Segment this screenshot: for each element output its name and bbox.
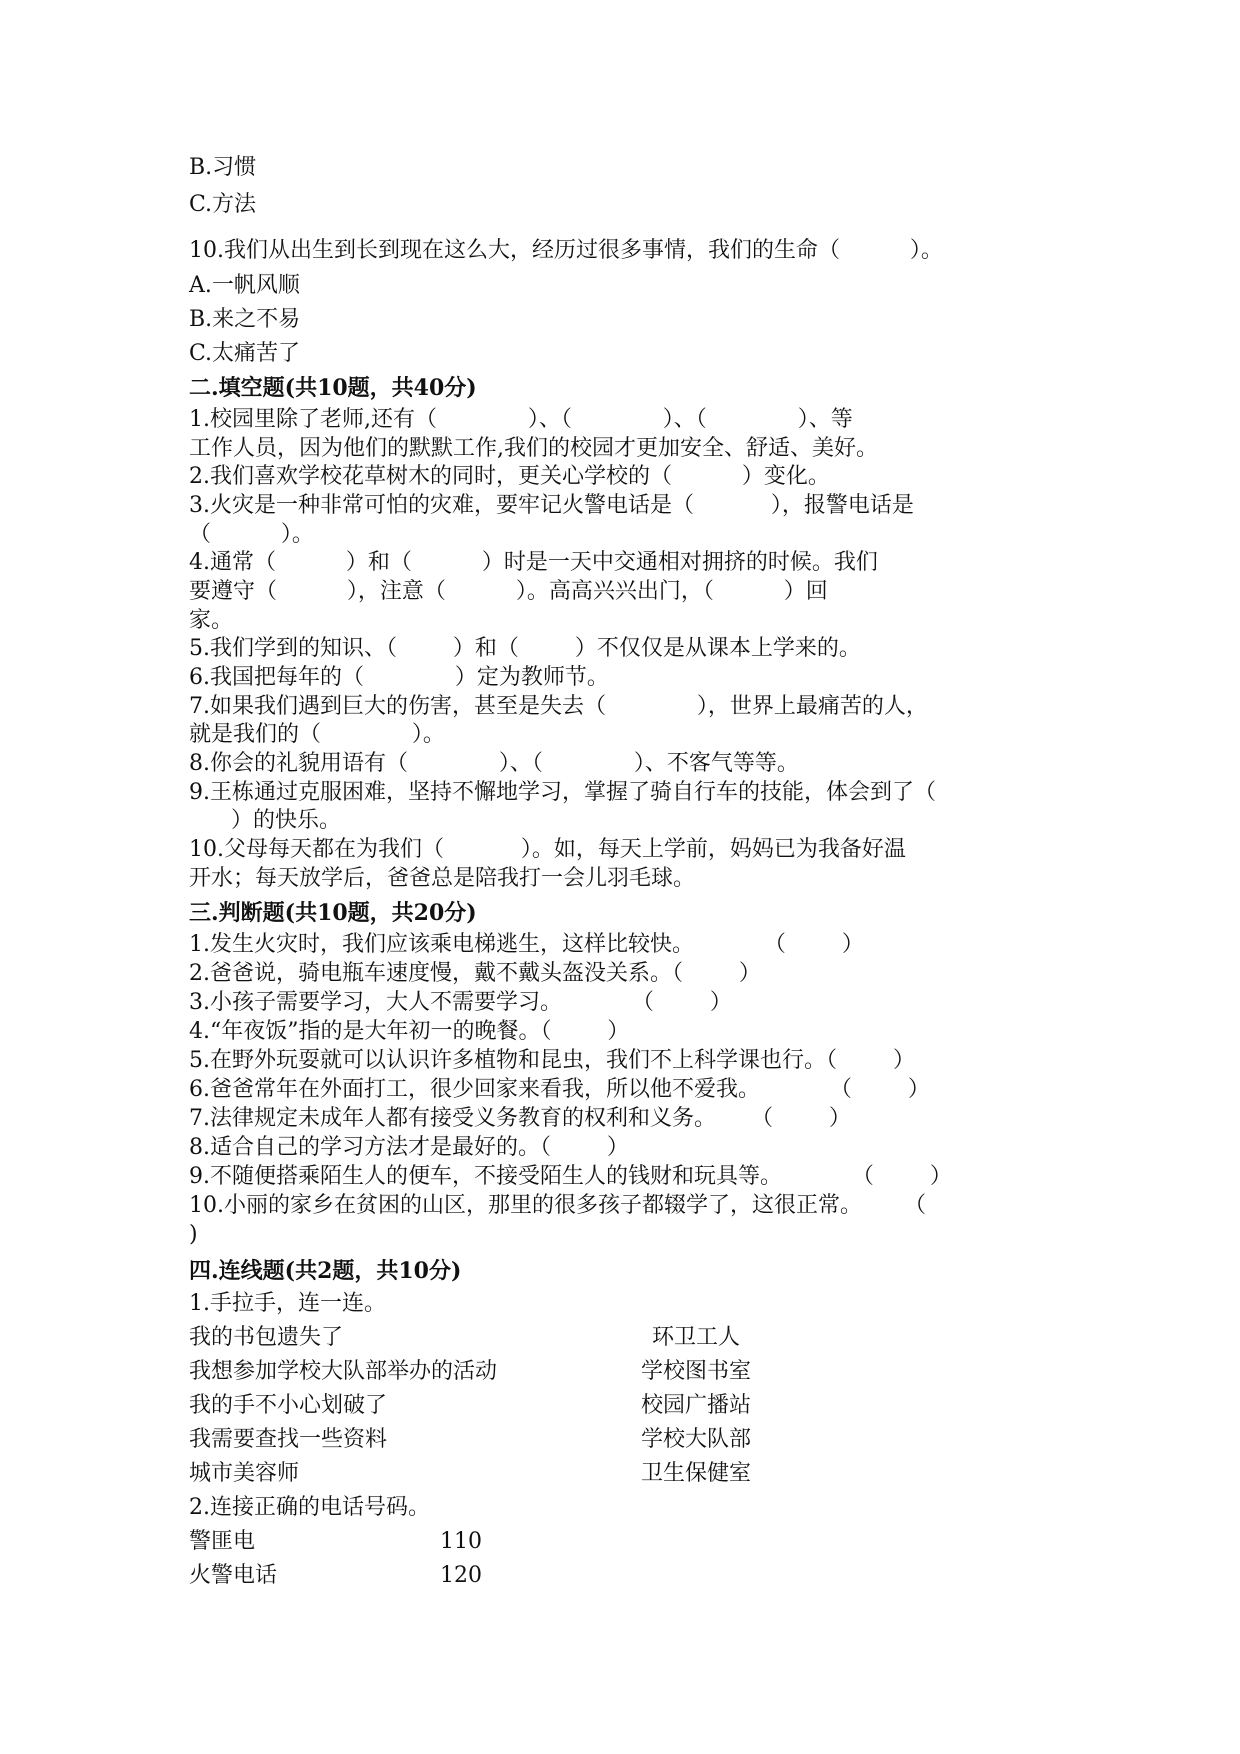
s2-line: 4.通常（ ）和（ ）时是一天中交通相对拥挤的时候。我们 xyxy=(189,550,878,575)
s3-line: 8.适合自己的学习方法才是最好的。（ ） xyxy=(189,1135,629,1160)
match-right-item: 卫生保健室 xyxy=(641,1461,752,1486)
q10-stem: 10.我们从出生到长到现在这么大，经历过很多事情，我们的生命（ ）。 xyxy=(189,238,943,263)
q9-option-b: B.习惯 xyxy=(189,155,257,180)
s2-line: （ ）。 xyxy=(189,522,314,547)
match-right-item: 学校图书室 xyxy=(641,1359,752,1384)
s3-line: 1.发生火灾时，我们应该乘电梯逃生，这样比较快。 （ ） xyxy=(189,932,864,957)
s2-line: 1.校园里除了老师,还有（ ）、（ ）、（ ）、等 xyxy=(189,407,853,432)
section4-heading: 四.连线题(共2题，共10分) xyxy=(189,1258,462,1284)
match-right-item: 环卫工人 xyxy=(652,1325,741,1350)
s3-line: 7.法律规定未成年人都有接受义务教育的权利和义务。 （ ） xyxy=(189,1106,851,1131)
q10-option-a: A.一帆风顺 xyxy=(189,273,300,298)
s2-line: 7.如果我们遇到巨大的伤害，甚至是失去（ ），世界上最痛苦的人， xyxy=(189,694,928,719)
s2-line: 开水；每天放学后，爸爸总是陪我打一会儿羽毛球。 xyxy=(189,866,696,891)
s3-line: 10.小丽的家乡在贫困的山区，那里的很多孩子都辍学了，这很正常。 （ xyxy=(189,1193,926,1218)
match-left-item: 我需要查找一些资料 xyxy=(189,1427,388,1452)
phone-left-item: 火警电话 xyxy=(189,1563,278,1588)
s3-line: 4.“年夜饭”指的是大年初一的晚餐。（ ） xyxy=(189,1019,630,1044)
q10-option-b: B.来之不易 xyxy=(189,307,301,332)
match-left-item: 我的手不小心划破了 xyxy=(189,1393,388,1418)
s3-line: 6.爸爸常年在外面打工，很少回家来看我，所以他不爱我。 （ ） xyxy=(189,1077,930,1102)
section2-heading: 二.填空题(共10题，共40分) xyxy=(189,375,477,401)
phone-left-item: 警匪电 xyxy=(189,1529,256,1554)
match-right-item: 校园广播站 xyxy=(641,1393,752,1418)
match-left-item: 城市美容师 xyxy=(189,1461,300,1486)
s2-line: 6.我国把每年的（ ）定为教师节。 xyxy=(189,665,609,690)
match-q1-title: 1.手拉手，连一连。 xyxy=(189,1291,386,1316)
s2-line: ）的快乐。 xyxy=(189,808,341,833)
s2-line: 就是我们的（ ）。 xyxy=(189,722,445,747)
q10-option-c: C.太痛苦了 xyxy=(189,341,301,366)
match-right-item: 学校大队部 xyxy=(641,1427,752,1452)
phone-number: 110 xyxy=(440,1529,482,1554)
s2-line: 3.火灾是一种非常可怕的灾难，要牢记火警电话是（ ），报警电话是 xyxy=(189,493,914,518)
phone-number: 120 xyxy=(440,1563,482,1588)
s3-line: 9.不随便搭乘陌生人的便车，不接受陌生人的钱财和玩具等。 （ ） xyxy=(189,1164,952,1189)
s2-line: 8.你会的礼貌用语有（ ）、（ ）、不客气等等。 xyxy=(189,751,799,776)
s3-line: 5.在野外玩耍就可以认识许多植物和昆虫，我们不上科学课也行。（ ） xyxy=(189,1048,915,1073)
s3-line: ) xyxy=(189,1222,198,1247)
s2-line: 要遵守（ ），注意（ ）。高高兴兴出门，（ ）回 xyxy=(189,579,828,604)
match-left-item: 我的书包遗失了 xyxy=(189,1325,344,1350)
s2-line: 2.我们喜欢学校花草树木的同时，更关心学校的（ ）变化。 xyxy=(189,464,830,489)
s2-line: 5.我们学到的知识、（ ）和（ ）不仅仅是从课本上学来的。 xyxy=(189,636,861,661)
s2-line: 工作人员，因为他们的默默工作,我们的校园才更加安全、舒适、美好。 xyxy=(189,436,878,461)
s3-line: 3.小孩子需要学习，大人不需要学习。 （ ） xyxy=(189,990,732,1015)
match-q2-title: 2.连接正确的电话号码。 xyxy=(189,1495,430,1520)
match-left-item: 我想参加学校大队部举办的活动 xyxy=(189,1359,498,1384)
s3-line: 2.爸爸说，骑电瓶车速度慢，戴不戴头盔没关系。（ ） xyxy=(189,961,761,986)
s2-line: 10.父母每天都在为我们（ ）。如，每天上学前，妈妈已为我备好温 xyxy=(189,837,906,862)
section3-heading: 三.判断题(共10题，共20分) xyxy=(189,900,477,926)
s2-line: 家。 xyxy=(189,608,234,633)
q9-option-c: C.方法 xyxy=(189,192,257,217)
s2-line: 9.王栋通过克服困难，坚持不懈地学习，掌握了骑自行车的技能，体会到了（ xyxy=(189,780,936,805)
